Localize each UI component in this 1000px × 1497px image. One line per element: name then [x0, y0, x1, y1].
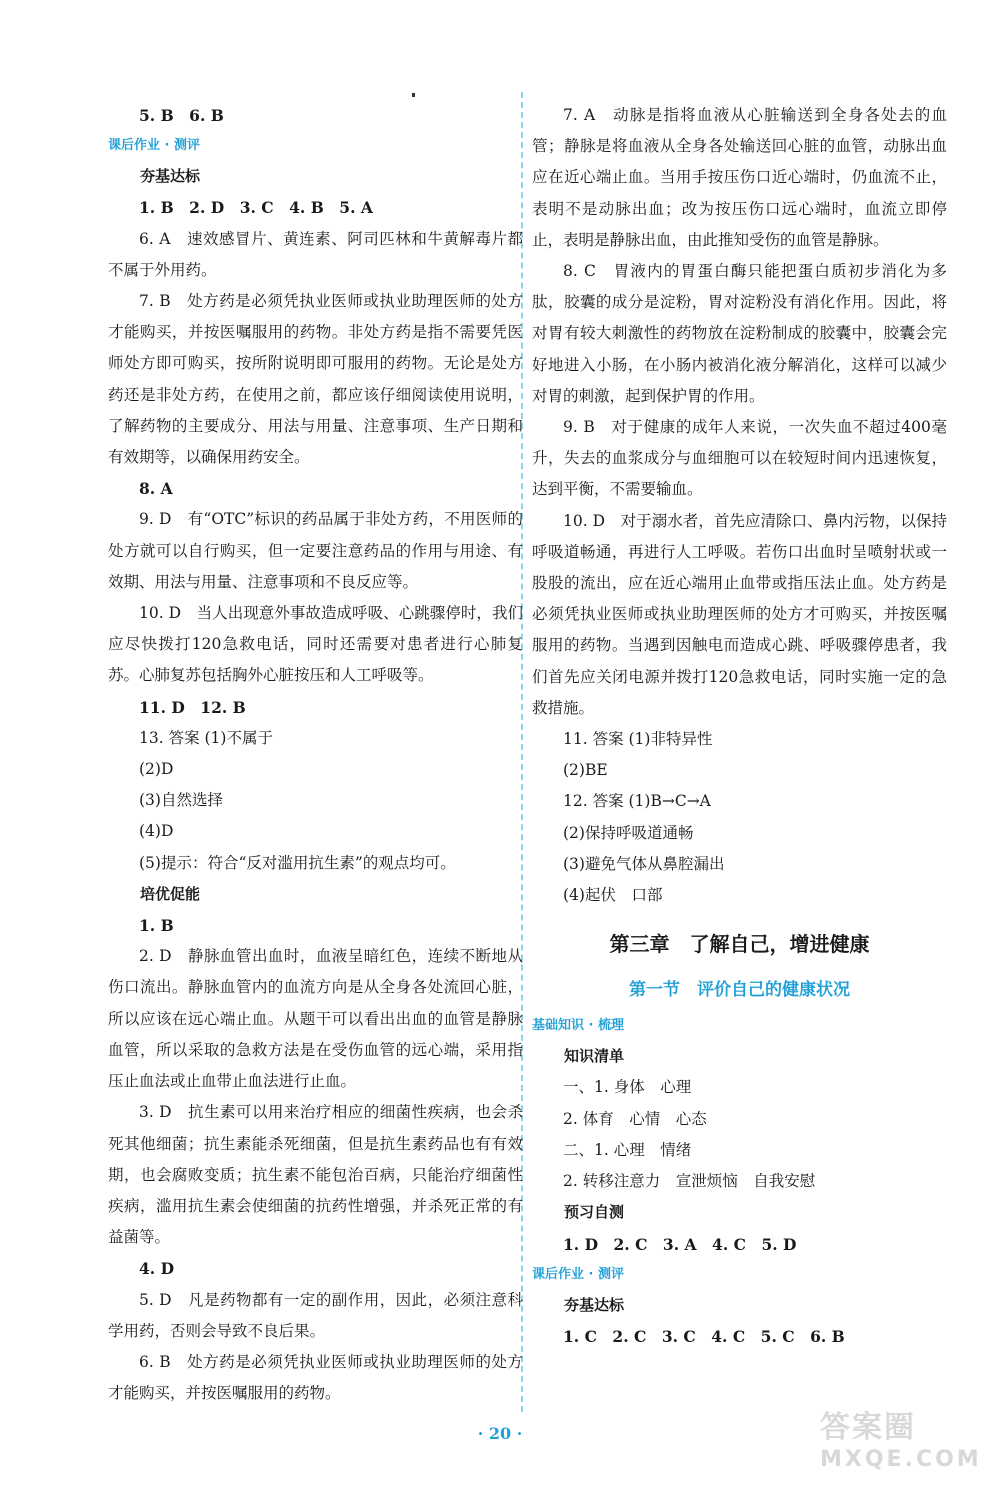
watermark-url: MXQE.COM [820, 1447, 982, 1472]
answer-explanation: 9. B 对于健康的成年人来说，一次失血不超过400毫升，失去的血浆成分与血细胞可以在较短时间内迅速恢复，达到平衡，不需要输血。 [532, 418, 947, 499]
answer-line: 2. 转移注意力 宣泄烦恼 自我安慰 [563, 1172, 816, 1191]
subheading: 预习自测 [564, 1203, 625, 1222]
answer-line: (4)D [139, 822, 174, 841]
section-title: 第一节 评价自己的健康状况 [629, 980, 850, 1001]
answer-explanation: 6. A 速效感冒片、黄连素、阿司匹林和牛黄解毒片都不属于外用药。 [108, 229, 523, 279]
answer-line: 13. 答案 (1)不属于 [139, 728, 273, 747]
answer-line: (2)BE [563, 761, 608, 780]
answer-line: 1. B [139, 916, 174, 936]
subheading: 知识清单 [564, 1047, 625, 1066]
answer-explanation: 5. D 凡是药物都有一定的副作用，因此，必须注意科学用药，否则会导致不良后果。 [108, 1290, 523, 1340]
answer-line: 2. 体育 心情 心态 [563, 1109, 707, 1128]
answer-line: 4. D [139, 1259, 175, 1279]
answer-line: (5)提示：符合“反对滥用抗生素”的观点均可。 [139, 853, 456, 872]
answer-line: 一、1. 身体 心理 [563, 1078, 692, 1097]
answer-line: (2)D [139, 760, 174, 779]
left-column [108, 100, 523, 1409]
answer-explanation: 7. B 处方药是必须凭执业医师或执业助理医师的处方才能购买，并按医嘱服用的药物。非处方药是指不需要凭医师处方即可购买，按所附说明即可服用的药物。无论是处方药还是非处方药，在使用之前，都应该仔细阅读使用说明，了解药物的主要成分、用法与用量、注意事项、生产日期和有效期等，以确保用药安全。 [108, 292, 523, 467]
answer-explanation: 2. D 静脉血管出血时，血液呈暗红色，连续不断地从伤口流出。静脉血管内的血流方向是从全身各处流回心脏，所以应该在远心端止血。从题干可以看出出血的血管是静脉血管，所以采取的急救方法是在受伤血管的远心端，采用指压止血法或止血带止血法进行止血。 [108, 947, 523, 1091]
section-label: 课后作业 · 测评 [108, 138, 200, 154]
answer-line: 5. B 6. B [139, 106, 224, 125]
answer-explanation: 10. D 对于溺水者，首先应清除口、鼻内污物，以保持呼吸道畅通，再进行人工呼吸。若伤口出血时呈喷射状或一股股的流出，应在近心端用止血带或指压法止血。处方药是必须凭执业医师或执业助理医师的处方才可购买，并按医嘱服用的药物。当遇到因触电而造成心跳、呼吸骤停患者，我们首先应关闭电源并拨打120急救电话，同时实施一定的急救措施。 [532, 511, 947, 717]
answer-explanation: 7. A 动脉是指将血液从心脏输送到全身各处去的血管；静脉是将血液从全身各处输送回心脏的血管，动脉出血应在近心端止血。当用手按压伤口近心端时，仍血流不止，表明不是动脉出血；改为按压伤口远心端时，血流立即停止，表明是静脉出血，由此推知受伤的血管是静脉。 [532, 106, 947, 249]
answer-line: 二、1. 心理 情绪 [563, 1140, 692, 1159]
page-number: · 20 · [477, 1424, 523, 1443]
answer-explanation: 8. C 胃液内的胃蛋白酶只能把蛋白质初步消化为多肽，胶囊的成分是淀粉，胃对淀粉没有消化作用。因此，将对胃有较大刺激性的药物放在淀粉制成的胶囊中，胶囊会完好地进入小肠，在小肠内被消化液分解消化，这样可以减少对胃的刺激，起到保护胃的作用。 [532, 262, 947, 405]
section-label: 基础知识 · 梳理 [532, 1018, 624, 1034]
answer-line: (2)保持呼吸道通畅 [563, 823, 694, 842]
answer-line: 11. 答案 (1)非特异性 [563, 730, 713, 749]
answer-line: 1. C 2. C 3. C 4. C 5. C 6. B [563, 1326, 845, 1346]
answer-explanation: 9. D 有“OTC”标识的药品属于非处方药，不用医师的处方就可以自行购买，但一定要注意药品的作用与用途、有效期、用法与用量、注意事项和不良反应等。 [108, 510, 523, 591]
answer-line: 1. B 2. D 3. C 4. B 5. A [139, 198, 373, 218]
speck [412, 93, 415, 97]
answer-explanation: 3. D 抗生素可以用来治疗相应的细菌性疾病，也会杀死其他细菌；抗生素能杀死细菌，但是抗生素药品也有有效期，也会腐败变质；抗生素不能包治百病，只能治疗细菌性疾病，滥用抗生素会使细菌的抗药性增强，并杀死正常的有益菌等。 [108, 1103, 523, 1247]
subheading: 夯基达标 [140, 167, 201, 186]
answer-line: (3)避免气体从鼻腔漏出 [563, 854, 725, 873]
subheading: 培优促能 [140, 884, 201, 903]
answer-line: 8. A [139, 479, 173, 499]
answer-line: 11. D 12. B [139, 697, 246, 717]
answer-explanation: 6. B 处方药是必须凭执业医师或执业助理医师的处方才能购买，并按医嘱服用的药物。 [108, 1352, 523, 1403]
watermark-text: 答案圈 [820, 1410, 916, 1445]
answer-line: (3)自然选择 [139, 791, 223, 810]
right-column [532, 100, 947, 1352]
answer-explanation: 10. D 当人出现意外事故造成呼吸、心跳骤停时，我们应尽快拨打120急救电话，同时还需要对患者进行心肺复苏。心肺复苏包括胸外心脏按压和人工呼吸等。 [108, 604, 523, 685]
section-label: 课后作业 · 测评 [532, 1266, 624, 1282]
answer-line: (4)起伏 口部 [563, 886, 663, 905]
answer-line: 12. 答案 (1)B→C→A [563, 792, 711, 811]
subheading: 夯基达标 [564, 1295, 625, 1314]
watermark-logo [820, 1410, 990, 1490]
answer-line: 1. D 2. C 3. A 4. C 5. D [563, 1234, 797, 1254]
chapter-title: 第三章 了解自己，增进健康 [609, 932, 870, 957]
